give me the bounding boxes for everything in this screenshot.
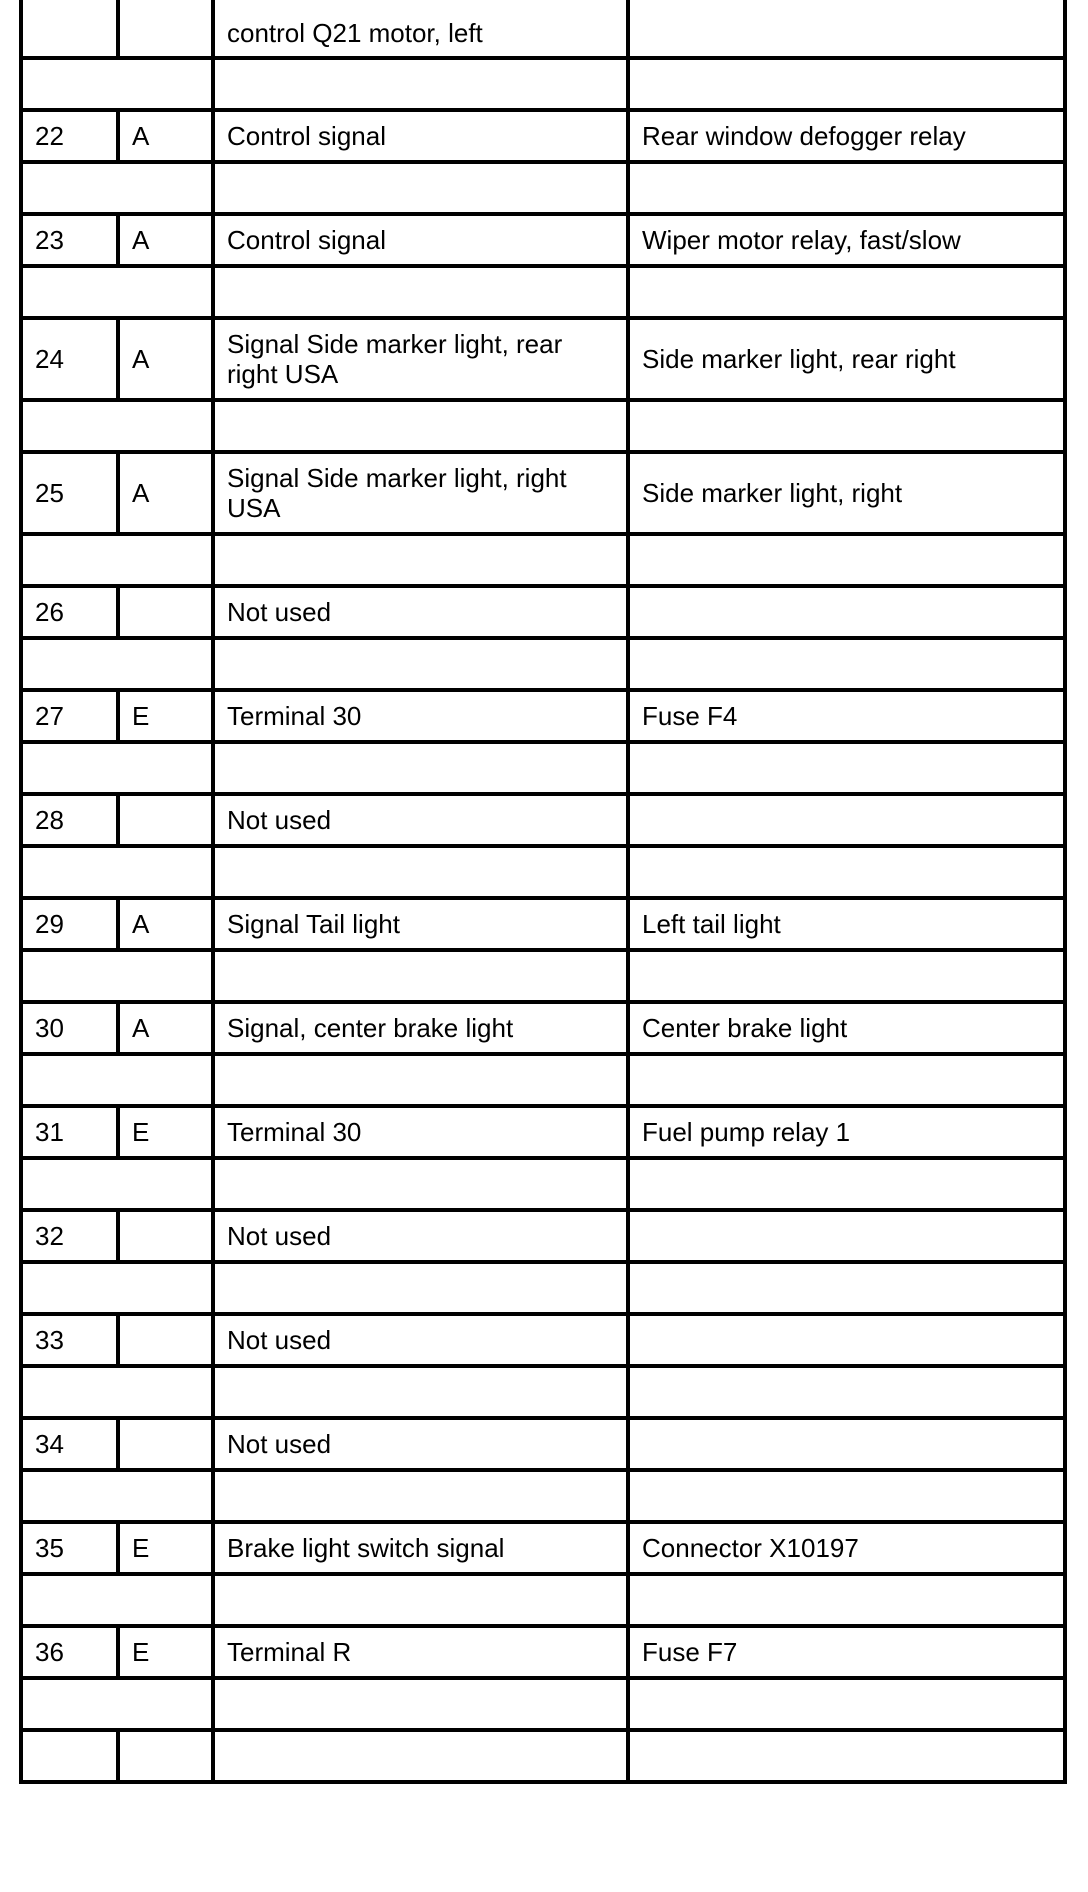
table-row — [21, 690, 1065, 742]
table-spacer-row — [21, 742, 1065, 794]
spacer-cell — [21, 58, 213, 110]
spacer-cell — [213, 638, 628, 690]
type-cell: A — [118, 110, 213, 162]
pin-table-body — [21, 0, 1065, 1782]
type-cell — [118, 1210, 213, 1262]
spacer-cell — [21, 950, 213, 1002]
connection-cell — [628, 586, 1065, 638]
spacer-cell — [21, 162, 213, 214]
empty-cell — [21, 1730, 118, 1782]
type-cell: A — [118, 214, 213, 266]
table-row-partial — [21, 0, 1065, 58]
spacer-cell — [213, 950, 628, 1002]
connection-cell: Connector X10197 — [628, 1522, 1065, 1574]
empty-cell — [118, 1730, 213, 1782]
spacer-cell — [21, 1366, 213, 1418]
spacer-cell — [628, 534, 1065, 586]
description-cell: Not used — [213, 1314, 628, 1366]
table-spacer-row — [21, 162, 1065, 214]
spacer-cell — [21, 742, 213, 794]
spacer-cell — [213, 1366, 628, 1418]
connection-cell: Fuse F7 — [628, 1626, 1065, 1678]
spacer-cell — [628, 162, 1065, 214]
connection-cell: Fuel pump relay 1 — [628, 1106, 1065, 1158]
type-cell: A — [118, 1002, 213, 1054]
pin-cell: 23 — [21, 214, 118, 266]
spacer-cell — [213, 534, 628, 586]
connection-cell: Fuse F4 — [628, 690, 1065, 742]
table-row — [21, 1210, 1065, 1262]
description-cell: Brake light switch signal — [213, 1522, 628, 1574]
connection-cell — [628, 0, 1065, 58]
spacer-cell — [213, 1678, 628, 1730]
spacer-cell — [213, 400, 628, 452]
description-cell: Not used — [213, 1210, 628, 1262]
spacer-cell — [213, 266, 628, 318]
spacer-cell — [628, 58, 1065, 110]
connection-cell: Rear window defogger relay — [628, 110, 1065, 162]
connection-cell: Left tail light — [628, 898, 1065, 950]
spacer-cell — [21, 638, 213, 690]
pin-cell: 25 — [21, 452, 118, 534]
description-cell: Terminal 30 — [213, 1106, 628, 1158]
spacer-cell — [628, 742, 1065, 794]
type-cell: A — [118, 452, 213, 534]
spacer-cell — [21, 1262, 213, 1314]
table-row — [21, 214, 1065, 266]
description-cell: Control signal — [213, 110, 628, 162]
table-row — [21, 1418, 1065, 1470]
spacer-cell — [213, 1262, 628, 1314]
description-cell: Terminal 30 — [213, 690, 628, 742]
type-cell — [118, 794, 213, 846]
table-row — [21, 1522, 1065, 1574]
pin-cell: 22 — [21, 110, 118, 162]
type-cell: E — [118, 1626, 213, 1678]
connection-cell: Side marker light, rear right — [628, 318, 1065, 400]
description-cell: Signal Side marker light, rear right USA — [213, 318, 628, 400]
connection-cell: Wiper motor relay, fast/slow — [628, 214, 1065, 266]
spacer-cell — [213, 742, 628, 794]
spacer-cell — [628, 638, 1065, 690]
type-cell — [118, 586, 213, 638]
pin-cell: 29 — [21, 898, 118, 950]
table-spacer-row — [21, 846, 1065, 898]
spacer-cell — [628, 1574, 1065, 1626]
pin-assignment-table — [19, 0, 1067, 1784]
spacer-cell — [21, 1574, 213, 1626]
description-cell: Terminal R — [213, 1626, 628, 1678]
table-spacer-row — [21, 1366, 1065, 1418]
spacer-cell — [213, 1054, 628, 1106]
pin-cell: 34 — [21, 1418, 118, 1470]
table-row — [21, 898, 1065, 950]
spacer-cell — [628, 400, 1065, 452]
description-cell: Not used — [213, 794, 628, 846]
type-cell — [118, 0, 213, 58]
spacer-cell — [628, 266, 1065, 318]
table-row — [21, 318, 1065, 400]
pin-cell: 28 — [21, 794, 118, 846]
spacer-cell — [213, 162, 628, 214]
spacer-cell — [628, 950, 1065, 1002]
spacer-cell — [628, 846, 1065, 898]
table-row — [21, 794, 1065, 846]
description-cell: Not used — [213, 586, 628, 638]
table-row — [21, 586, 1065, 638]
table-spacer-row — [21, 58, 1065, 110]
table-spacer-row — [21, 1158, 1065, 1210]
table-row — [21, 110, 1065, 162]
pin-cell: 35 — [21, 1522, 118, 1574]
spacer-cell — [628, 1054, 1065, 1106]
empty-cell — [213, 1730, 628, 1782]
description-cell: Not used — [213, 1418, 628, 1470]
type-cell: A — [118, 318, 213, 400]
connection-cell — [628, 1418, 1065, 1470]
spacer-cell — [628, 1158, 1065, 1210]
table-spacer-row — [21, 1470, 1065, 1522]
spacer-cell — [213, 58, 628, 110]
table-spacer-row — [21, 1262, 1065, 1314]
spacer-cell — [21, 400, 213, 452]
pin-cell — [21, 0, 118, 58]
table-spacer-row — [21, 638, 1065, 690]
table-row — [21, 1314, 1065, 1366]
connection-cell — [628, 1210, 1065, 1262]
pin-cell: 24 — [21, 318, 118, 400]
table-spacer-row — [21, 400, 1065, 452]
type-cell: E — [118, 1106, 213, 1158]
description-cell: Signal, center brake light — [213, 1002, 628, 1054]
spacer-cell — [21, 266, 213, 318]
table-row — [21, 1106, 1065, 1158]
spacer-cell — [21, 534, 213, 586]
type-cell: E — [118, 1522, 213, 1574]
table-spacer-row — [21, 1054, 1065, 1106]
pin-cell: 30 — [21, 1002, 118, 1054]
spacer-cell — [628, 1262, 1065, 1314]
spacer-cell — [21, 1678, 213, 1730]
type-cell: A — [118, 898, 213, 950]
table-spacer-row — [21, 1678, 1065, 1730]
type-cell: E — [118, 690, 213, 742]
pin-cell: 32 — [21, 1210, 118, 1262]
spacer-cell — [628, 1366, 1065, 1418]
table-row — [21, 1002, 1065, 1054]
spacer-cell — [628, 1470, 1065, 1522]
connection-cell: Side marker light, right — [628, 452, 1065, 534]
table-row-cut-off — [21, 1730, 1065, 1782]
spacer-cell — [628, 1678, 1065, 1730]
empty-cell — [628, 1730, 1065, 1782]
spacer-cell — [213, 1574, 628, 1626]
description-cell: control Q21 motor, left — [213, 0, 628, 58]
description-cell: Signal Tail light — [213, 898, 628, 950]
spacer-cell — [21, 1054, 213, 1106]
pin-cell: 31 — [21, 1106, 118, 1158]
table-spacer-row — [21, 534, 1065, 586]
pin-cell: 33 — [21, 1314, 118, 1366]
connection-cell: Center brake light — [628, 1002, 1065, 1054]
spacer-cell — [21, 1470, 213, 1522]
table-row — [21, 452, 1065, 534]
type-cell — [118, 1314, 213, 1366]
spacer-cell — [21, 1158, 213, 1210]
pin-cell: 27 — [21, 690, 118, 742]
spacer-cell — [213, 1470, 628, 1522]
pin-cell: 26 — [21, 586, 118, 638]
spacer-cell — [21, 846, 213, 898]
spacer-cell — [213, 846, 628, 898]
description-cell: Signal Side marker light, right USA — [213, 452, 628, 534]
pin-cell: 36 — [21, 1626, 118, 1678]
table-spacer-row — [21, 1574, 1065, 1626]
table-spacer-row — [21, 950, 1065, 1002]
description-cell: Control signal — [213, 214, 628, 266]
table-row — [21, 1626, 1065, 1678]
connection-cell — [628, 1314, 1065, 1366]
table-spacer-row — [21, 266, 1065, 318]
spacer-cell — [213, 1158, 628, 1210]
connection-cell — [628, 794, 1065, 846]
type-cell — [118, 1418, 213, 1470]
